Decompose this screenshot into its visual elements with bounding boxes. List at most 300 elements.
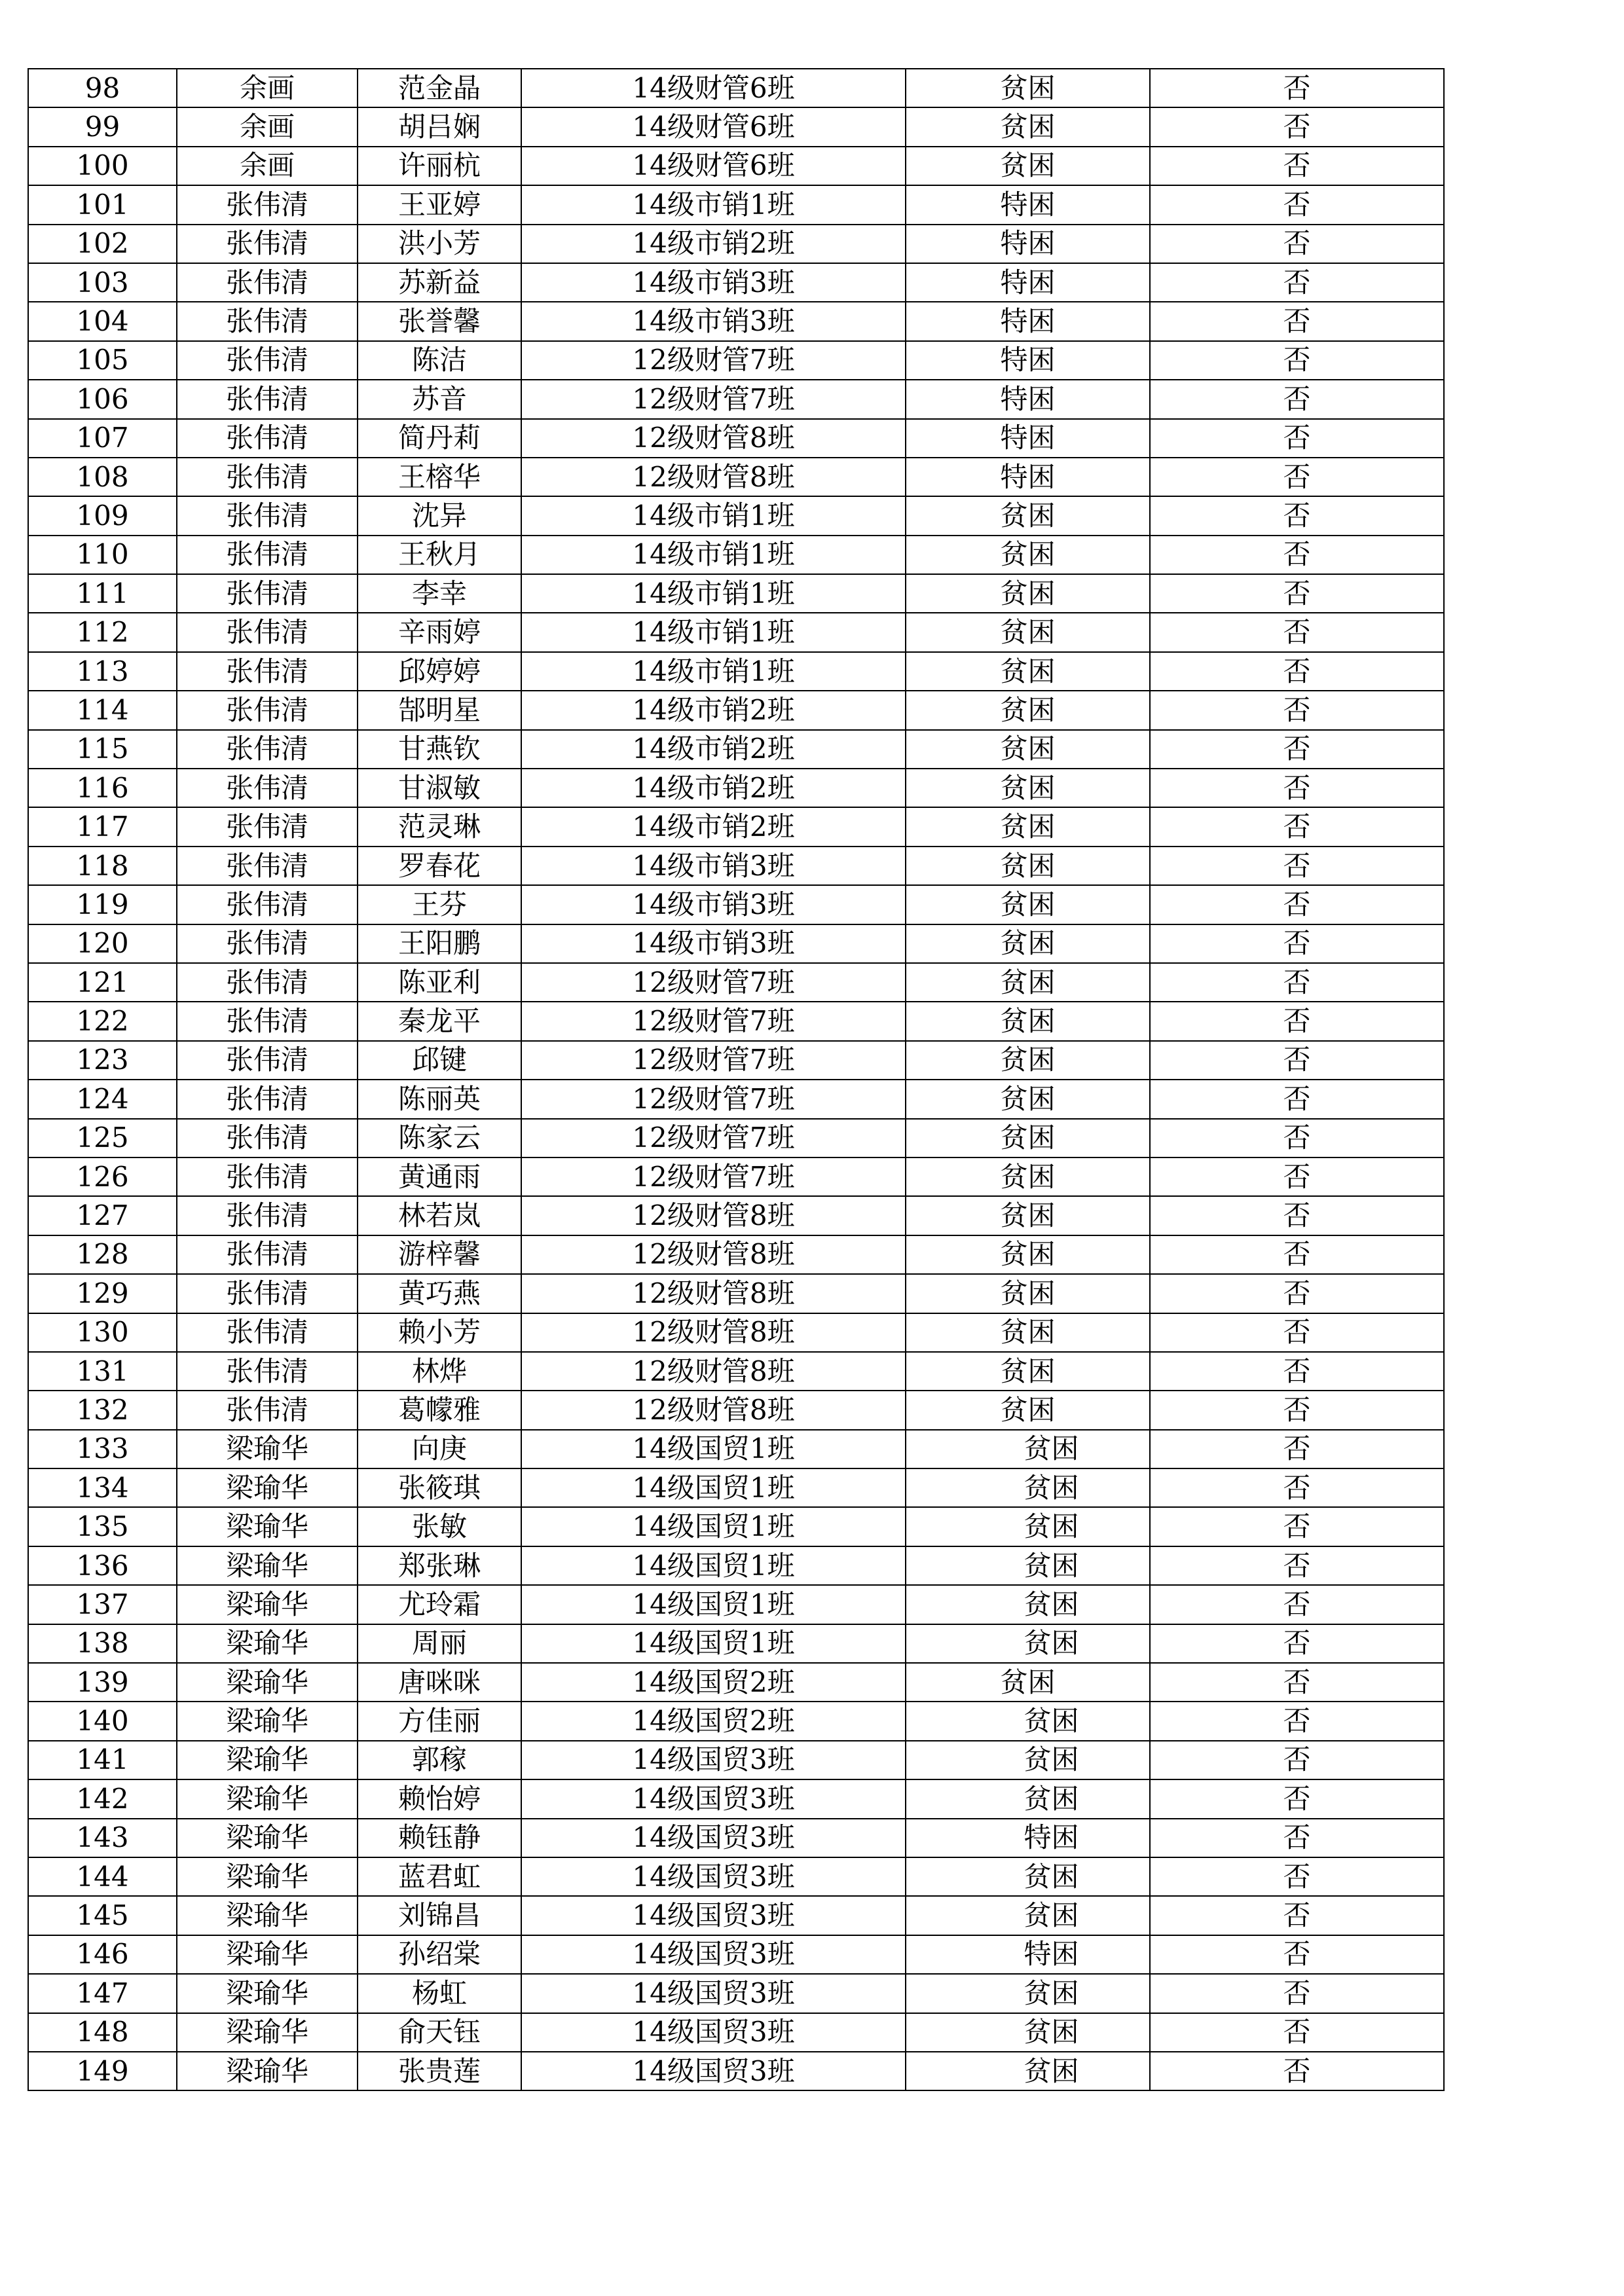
class-cell-text: 14级国贸3班 [632, 1743, 795, 1776]
student-name-cell-text: 方佳丽 [397, 1705, 481, 1738]
teacher-cell [177, 1080, 358, 1118]
row-number-cell [28, 730, 177, 769]
row-number-cell [28, 1235, 177, 1274]
flag-cell-text: 否 [1283, 1666, 1311, 1698]
class-cell-text: 14级市销2班 [632, 771, 795, 804]
table-row [28, 885, 1444, 924]
teacher-cell [177, 380, 358, 418]
teacher-cell-text: 张伟清 [225, 1005, 308, 1038]
student-name-cell-text: 赖怡婷 [397, 1782, 481, 1815]
flag-cell [1150, 1080, 1444, 1118]
teacher-cell [177, 613, 358, 651]
row-number-cell-text: 116 [76, 771, 129, 804]
flag-cell [1150, 1430, 1444, 1468]
class-cell-text: 14级国贸1班 [632, 1471, 795, 1504]
flag-cell-text: 否 [1283, 149, 1311, 182]
hardship-level-cell-text: 贫困 [1000, 577, 1056, 610]
flag-cell [1150, 302, 1444, 340]
class-cell-text: 14级财管6班 [632, 149, 795, 182]
table-row [28, 963, 1444, 1002]
hardship-level-cell-text: 贫困 [1024, 1743, 1079, 1776]
flag-cell-text: 否 [1283, 1471, 1311, 1504]
teacher-cell [177, 652, 358, 691]
class-cell [521, 496, 906, 535]
table-row [28, 1352, 1444, 1391]
hardship-level-cell [906, 1352, 1150, 1391]
teacher-cell-text: 张伟清 [225, 499, 308, 532]
hardship-level-cell [906, 1119, 1150, 1157]
hardship-level-cell-text: 贫困 [1024, 2016, 1079, 2049]
table-row [28, 574, 1444, 613]
hardship-level-cell-text: 贫困 [1024, 1782, 1079, 1815]
class-cell [521, 302, 906, 340]
student-name-cell [358, 1546, 521, 1585]
hardship-level-cell [906, 1663, 1150, 1702]
table-row [28, 458, 1444, 496]
class-cell-text: 12级财管7班 [632, 1082, 795, 1115]
flag-cell-text: 否 [1283, 2054, 1311, 2087]
row-number-cell-text: 99 [84, 111, 120, 143]
teacher-cell-text: 张伟清 [225, 849, 308, 882]
row-number-cell-text: 102 [76, 227, 129, 260]
flag-cell-text: 否 [1283, 1277, 1311, 1309]
class-cell-text: 12级财管8班 [632, 1316, 795, 1349]
row-number-cell-text: 117 [76, 811, 129, 843]
teacher-cell-text: 梁瑜华 [225, 1938, 308, 1971]
flag-cell-text: 否 [1283, 927, 1311, 960]
teacher-cell [177, 107, 358, 146]
flag-cell-text: 否 [1283, 1510, 1311, 1543]
class-cell-text: 14级财管6班 [632, 111, 795, 143]
class-cell-text: 14级国贸2班 [632, 1705, 795, 1738]
student-name-cell-text: 洪小芳 [397, 227, 481, 260]
table-row [28, 1080, 1444, 1118]
flag-cell-text: 否 [1283, 1549, 1311, 1582]
flag-cell [1150, 1624, 1444, 1663]
class-cell [521, 380, 906, 418]
row-number-cell-text: 142 [76, 1782, 129, 1815]
class-cell-text: 12级财管7班 [632, 1160, 795, 1193]
class-cell [521, 1935, 906, 1974]
flag-cell [1150, 1585, 1444, 1624]
row-number-cell-text: 137 [76, 1588, 129, 1620]
row-number-cell [28, 963, 177, 1002]
row-number-cell [28, 807, 177, 846]
flag-cell-text: 否 [1283, 1782, 1311, 1815]
class-cell-text: 14级国贸3班 [632, 2054, 795, 2087]
row-number-cell-text: 115 [76, 733, 129, 765]
hardship-level-cell-text: 贫困 [1000, 1121, 1056, 1154]
teacher-cell-text: 梁瑜华 [225, 1899, 308, 1932]
class-cell [521, 1819, 906, 1857]
class-cell [521, 1624, 906, 1663]
hardship-level-cell-text: 贫困 [1000, 693, 1056, 726]
class-cell [521, 1352, 906, 1391]
teacher-cell [177, 2052, 358, 2090]
hardship-level-cell-text: 特困 [1000, 460, 1056, 493]
flag-cell [1150, 730, 1444, 769]
class-cell [521, 1313, 906, 1352]
hardship-level-cell-text: 贫困 [1000, 71, 1056, 104]
flag-cell [1150, 341, 1444, 380]
row-number-cell [28, 885, 177, 924]
flag-cell-text: 否 [1283, 1238, 1311, 1271]
student-name-cell-text: 孙绍棠 [397, 1938, 481, 1971]
teacher-cell-text: 张伟清 [225, 693, 308, 726]
teacher-cell [177, 1274, 358, 1313]
table-row [28, 302, 1444, 340]
row-number-cell [28, 147, 177, 185]
flag-cell [1150, 1507, 1444, 1546]
hardship-level-cell-text: 贫困 [1000, 811, 1056, 843]
teacher-cell-text: 梁瑜华 [225, 1588, 308, 1620]
hardship-level-cell-text: 特困 [1000, 227, 1056, 260]
flag-cell-text: 否 [1283, 460, 1311, 493]
class-cell [521, 419, 906, 458]
hardship-level-cell-text: 贫困 [1000, 655, 1056, 687]
flag-cell [1150, 1935, 1444, 1974]
student-name-cell [358, 536, 521, 574]
row-number-cell [28, 1819, 177, 1857]
student-name-cell-text: 罗春花 [397, 849, 481, 882]
student-name-cell-text: 尤玲霜 [397, 1588, 481, 1620]
flag-cell-text: 否 [1283, 811, 1311, 843]
student-name-cell-text: 王芬 [411, 888, 467, 920]
row-number-cell-text: 107 [76, 422, 129, 454]
teacher-cell-text: 梁瑜华 [225, 1627, 308, 1660]
teacher-cell-text: 张伟清 [225, 577, 308, 610]
row-number-cell-text: 144 [76, 1860, 129, 1893]
hardship-level-cell [906, 302, 1150, 340]
student-name-cell-text: 林若岚 [397, 1199, 481, 1232]
student-name-cell [358, 1313, 521, 1352]
teacher-cell [177, 1196, 358, 1235]
row-number-cell [28, 1974, 177, 2013]
teacher-cell-text: 张伟清 [225, 1355, 308, 1387]
hardship-level-cell [906, 2052, 1150, 2090]
class-cell-text: 14级国贸1班 [632, 1588, 795, 1620]
flag-cell [1150, 185, 1444, 224]
row-number-cell [28, 419, 177, 458]
class-cell-text: 12级财管7班 [632, 382, 795, 415]
hardship-level-cell-text: 特困 [1000, 382, 1056, 415]
row-number-cell [28, 107, 177, 146]
flag-cell-text: 否 [1283, 771, 1311, 804]
hardship-level-cell [906, 1274, 1150, 1313]
hardship-level-cell-text: 贫困 [1024, 1471, 1079, 1504]
hardship-level-cell-text: 贫困 [1000, 771, 1056, 804]
hardship-level-cell [906, 1313, 1150, 1352]
class-cell-text: 14级国贸3班 [632, 1899, 795, 1932]
student-name-cell [358, 1274, 521, 1313]
class-cell-text: 14级财管6班 [632, 71, 795, 104]
teacher-cell [177, 1546, 358, 1585]
class-cell [521, 185, 906, 224]
flag-cell [1150, 691, 1444, 729]
hardship-level-cell [906, 496, 1150, 535]
flag-cell [1150, 1779, 1444, 1818]
student-name-cell [358, 1741, 521, 1779]
teacher-cell-text: 张伟清 [225, 227, 308, 260]
teacher-cell [177, 885, 358, 924]
teacher-cell [177, 1313, 358, 1352]
row-number-cell [28, 1857, 177, 1896]
flag-cell-text: 否 [1283, 266, 1311, 299]
row-number-cell-text: 141 [76, 1743, 129, 1776]
student-name-cell [358, 1935, 521, 1974]
student-name-cell [358, 807, 521, 846]
student-name-cell [358, 1041, 521, 1080]
student-name-cell-text: 胡吕娴 [397, 111, 481, 143]
table-row [28, 1779, 1444, 1818]
class-cell [521, 1235, 906, 1274]
class-cell-text: 14级市销1班 [632, 188, 795, 221]
hardship-level-cell [906, 1391, 1150, 1429]
flag-cell-text: 否 [1283, 1044, 1311, 1076]
flag-cell [1150, 1741, 1444, 1779]
row-number-cell-text: 114 [76, 693, 129, 726]
row-number-cell [28, 1041, 177, 1080]
flag-cell [1150, 1157, 1444, 1196]
row-number-cell [28, 1313, 177, 1352]
teacher-cell [177, 1702, 358, 1740]
table-row [28, 1741, 1444, 1779]
hardship-level-cell [906, 730, 1150, 769]
class-cell [521, 263, 906, 302]
table-body [28, 69, 1444, 2090]
table-row [28, 1507, 1444, 1546]
flag-cell [1150, 1235, 1444, 1274]
student-name-cell [358, 924, 521, 963]
row-number-cell-text: 128 [76, 1238, 129, 1271]
class-cell-text: 14级市销1班 [632, 577, 795, 610]
student-name-cell [358, 1663, 521, 1702]
teacher-cell-text: 张伟清 [225, 771, 308, 804]
teacher-cell-text: 张伟清 [225, 1316, 308, 1349]
table-row [28, 691, 1444, 729]
class-cell-text: 12级财管7班 [632, 344, 795, 376]
row-number-cell [28, 1119, 177, 1157]
row-number-cell [28, 691, 177, 729]
flag-cell-text: 否 [1283, 227, 1311, 260]
class-cell-text: 12级财管8班 [632, 422, 795, 454]
teacher-cell [177, 1468, 358, 1507]
class-cell [521, 1157, 906, 1196]
class-cell-text: 14级市销3班 [632, 305, 795, 338]
class-cell [521, 458, 906, 496]
teacher-cell-text: 梁瑜华 [225, 1471, 308, 1504]
row-number-cell [28, 769, 177, 807]
hardship-level-cell-text: 贫困 [1000, 616, 1056, 649]
table-row [28, 1857, 1444, 1896]
hardship-level-cell-text: 贫困 [1024, 1899, 1079, 1932]
student-list-table [28, 68, 1445, 2091]
table-row [28, 847, 1444, 885]
student-name-cell-text: 沈异 [411, 499, 467, 532]
hardship-level-cell-text: 贫困 [1000, 1082, 1056, 1115]
teacher-cell [177, 419, 358, 458]
class-cell [521, 691, 906, 729]
hardship-level-cell [906, 341, 1150, 380]
table-row [28, 1624, 1444, 1663]
flag-cell-text: 否 [1283, 1432, 1311, 1465]
row-number-cell [28, 263, 177, 302]
class-cell-text: 14级市销1班 [632, 655, 795, 687]
flag-cell [1150, 458, 1444, 496]
flag-cell [1150, 1974, 1444, 2013]
teacher-cell-text: 余画 [239, 71, 295, 104]
student-name-cell [358, 1507, 521, 1546]
teacher-cell [177, 1624, 358, 1663]
class-cell [521, 1663, 906, 1702]
teacher-cell [177, 147, 358, 185]
class-cell [521, 1430, 906, 1468]
hardship-level-cell-text: 贫困 [1000, 1238, 1056, 1271]
row-number-cell-text: 138 [76, 1627, 129, 1660]
teacher-cell [177, 1352, 358, 1391]
hardship-level-cell [906, 885, 1150, 924]
row-number-cell [28, 225, 177, 263]
flag-cell [1150, 769, 1444, 807]
student-name-cell-text: 苏新益 [397, 266, 481, 299]
teacher-cell [177, 1779, 358, 1818]
row-number-cell [28, 652, 177, 691]
teacher-cell-text: 梁瑜华 [225, 1705, 308, 1738]
student-name-cell [358, 1819, 521, 1857]
hardship-level-cell-text: 贫困 [1024, 1510, 1079, 1543]
row-number-cell [28, 496, 177, 535]
row-number-cell [28, 1080, 177, 1118]
table-row [28, 1196, 1444, 1235]
flag-cell [1150, 885, 1444, 924]
student-name-cell-text: 黄巧燕 [397, 1277, 481, 1309]
class-cell-text: 12级财管8班 [632, 1238, 795, 1271]
table-row [28, 1430, 1444, 1468]
hardship-level-cell-text: 贫困 [1024, 1588, 1079, 1620]
teacher-cell-text: 张伟清 [225, 305, 308, 338]
flag-cell [1150, 1468, 1444, 1507]
row-number-cell [28, 1468, 177, 1507]
flag-cell [1150, 107, 1444, 146]
table-row [28, 1896, 1444, 1935]
flag-cell-text: 否 [1283, 1977, 1311, 2009]
student-name-cell [358, 574, 521, 613]
hardship-level-cell [906, 185, 1150, 224]
hardship-level-cell [906, 1819, 1150, 1857]
teacher-cell [177, 1507, 358, 1546]
row-number-cell-text: 130 [76, 1316, 129, 1349]
table-row [28, 924, 1444, 963]
hardship-level-cell [906, 613, 1150, 651]
row-number-cell-text: 147 [76, 1977, 129, 2009]
hardship-level-cell [906, 1702, 1150, 1740]
hardship-level-cell-text: 贫困 [1000, 1005, 1056, 1038]
student-name-cell-text: 张筱琪 [397, 1471, 481, 1504]
class-cell-text: 14级市销1班 [632, 616, 795, 649]
student-name-cell-text: 甘燕钦 [397, 733, 481, 765]
table-row [28, 1585, 1444, 1624]
flag-cell [1150, 263, 1444, 302]
table-row [28, 652, 1444, 691]
table-row [28, 263, 1444, 302]
student-name-cell-text: 甘淑敏 [397, 771, 481, 804]
teacher-cell-text: 梁瑜华 [225, 1549, 308, 1582]
row-number-cell-text: 113 [76, 655, 129, 687]
row-number-cell-text: 111 [76, 577, 129, 610]
row-number-cell [28, 1430, 177, 1468]
student-name-cell-text: 郑张琳 [397, 1549, 481, 1582]
hardship-level-cell-text: 特困 [1024, 1821, 1079, 1854]
teacher-cell-text: 张伟清 [225, 188, 308, 221]
teacher-cell [177, 1157, 358, 1196]
flag-cell-text: 否 [1283, 1860, 1311, 1893]
student-name-cell-text: 唐咪咪 [397, 1666, 481, 1698]
teacher-cell-text: 张伟清 [225, 1044, 308, 1076]
teacher-cell [177, 2013, 358, 2052]
class-cell-text: 12级财管8班 [632, 1393, 795, 1426]
flag-cell-text: 否 [1283, 1821, 1311, 1854]
class-cell [521, 885, 906, 924]
student-name-cell [358, 263, 521, 302]
row-number-cell-text: 120 [76, 927, 129, 960]
student-name-cell-text: 王秋月 [397, 538, 481, 571]
table-row [28, 1391, 1444, 1429]
teacher-cell-text: 梁瑜华 [225, 1510, 308, 1543]
table-row [28, 225, 1444, 263]
class-cell [521, 1507, 906, 1546]
class-cell [521, 536, 906, 574]
hardship-level-cell [906, 69, 1150, 107]
flag-cell-text: 否 [1283, 422, 1311, 454]
row-number-cell [28, 302, 177, 340]
row-number-cell-text: 124 [76, 1082, 129, 1115]
hardship-level-cell [906, 1041, 1150, 1080]
student-name-cell [358, 847, 521, 885]
table-row [28, 1313, 1444, 1352]
row-number-cell [28, 613, 177, 651]
table-row [28, 1119, 1444, 1157]
student-name-cell [358, 1196, 521, 1235]
class-cell [521, 2013, 906, 2052]
row-number-cell [28, 1157, 177, 1196]
student-name-cell-text: 张敏 [411, 1510, 467, 1543]
table-row [28, 2013, 1444, 2052]
row-number-cell-text: 103 [76, 266, 129, 299]
row-number-cell [28, 1391, 177, 1429]
student-name-cell [358, 458, 521, 496]
hardship-level-cell-text: 贫困 [1024, 1705, 1079, 1738]
table-row [28, 1974, 1444, 2013]
flag-cell [1150, 1663, 1444, 1702]
teacher-cell-text: 张伟清 [225, 927, 308, 960]
student-name-cell-text: 苏音 [411, 382, 467, 415]
student-name-cell [358, 1157, 521, 1196]
flag-cell [1150, 1041, 1444, 1080]
student-name-cell-text: 赖钰静 [397, 1821, 481, 1854]
row-number-cell [28, 1935, 177, 1974]
student-name-cell [358, 1119, 521, 1157]
row-number-cell-text: 126 [76, 1160, 129, 1193]
class-cell [521, 1080, 906, 1118]
student-name-cell-text: 陈亚利 [397, 966, 481, 998]
student-name-cell-text: 杨虹 [411, 1977, 467, 2009]
hardship-level-cell [906, 380, 1150, 418]
row-number-cell [28, 536, 177, 574]
row-number-cell [28, 574, 177, 613]
hardship-level-cell [906, 1935, 1150, 1974]
hardship-level-cell-text: 贫困 [1000, 111, 1056, 143]
student-name-cell [358, 1080, 521, 1118]
